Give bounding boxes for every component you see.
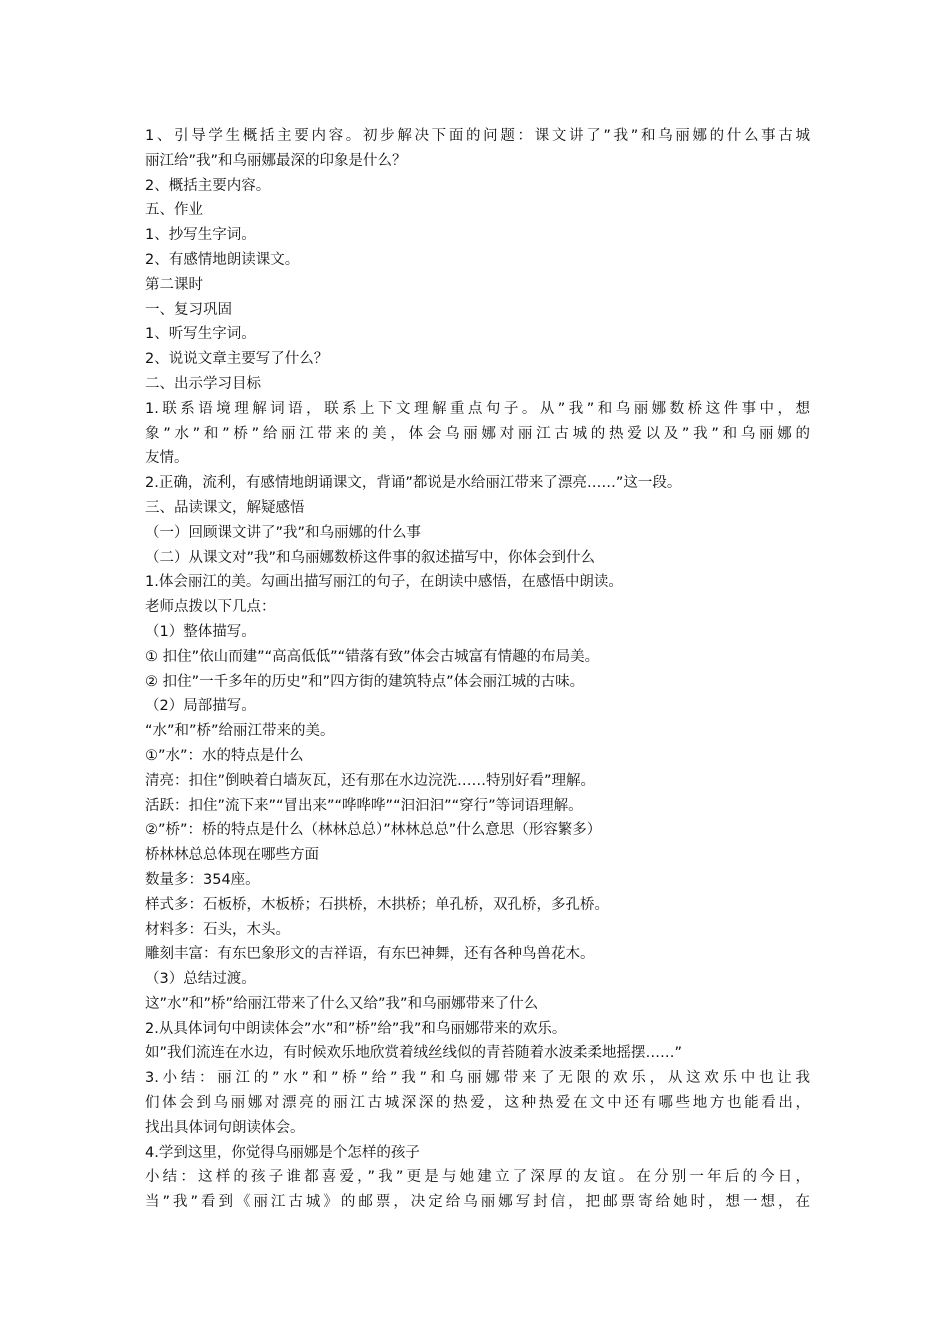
text-line: 活跃：扣住”流下来”“冒出来”“哗哗哗”“汩汩汩”“穿行”等词语理解。 xyxy=(145,797,583,814)
text-line: ①”水”：水的特点是什么 xyxy=(145,747,304,764)
text-line: 2.正确，流利，有感情地朗诵课文，背诵”都说是水给丽江带来了漂亮……”这一段。 xyxy=(145,475,682,492)
document-page xyxy=(145,124,810,1215)
text-line: 1.体会丽江的美。勾画出描写丽江的句子，在朗读中感悟，在感悟中朗读。 xyxy=(145,574,623,591)
text-line: 老师点拨以下几点： xyxy=(145,599,276,616)
text-line: 2、说说文章主要写了什么？ xyxy=(145,351,329,368)
text-line: 当”我”看到《丽江古城》的邮票，决定给乌丽娜写封信，把邮票寄给她时，想一想，在 xyxy=(145,1194,810,1211)
text-line: “水”和”桥”给丽江带来的美。 xyxy=(145,723,335,740)
text-line: 如”我们流连在水边，有时候欢乐地欣赏着绒丝线似的青苔随着水波柔柔地摇摆……” xyxy=(145,1045,683,1062)
text-line: 象”水”和”桥”给丽江带来的美，体会乌丽娜对丽江古城的热爱以及”我”和乌丽娜的 xyxy=(145,425,810,442)
text-line: 3.小结：丽江的”水”和”桥”给”我”和乌丽娜带来了无限的欢乐，从这欢乐中也让我 xyxy=(145,1070,810,1087)
text-line: 雕刻丰富：有东巴象形文的吉祥语，有东巴神舞，还有各种鸟兽花木。 xyxy=(145,946,595,963)
text-line: 材料多：石头，木头。 xyxy=(145,921,290,938)
text-line: 清亮：扣住”倒映着白墙灰瓦，还有那在水边浣洗……特别好看”理解。 xyxy=(145,772,596,789)
text-line: 丽江给”我”和乌丽娜最深的印象是什么？ xyxy=(145,152,407,169)
text-line: 第二课时 xyxy=(145,276,203,293)
text-line: （一）回顾课文讲了”我”和乌丽娜的什么事 xyxy=(145,524,422,541)
text-line: 小结：这样的孩子谁都喜爱，”我”更是与她建立了深厚的友谊。在分别一年后的今日， xyxy=(145,1169,810,1186)
text-line: （3）总结过渡。 xyxy=(145,971,256,988)
text-line: 数量多：354座。 xyxy=(145,871,260,888)
text-line: 2、有感情地朗读课文。 xyxy=(145,251,300,268)
text-line: 1、听写生字词。 xyxy=(145,326,256,343)
text-line: 这”水”和”桥”给丽江带来了什么又给”我”和乌丽娜带来了什么 xyxy=(145,995,539,1012)
text-line: ② 扣住”一千多年的历史”和”四方街的建筑特点”体会丽江城的古味。 xyxy=(145,673,585,690)
text-line: 二、出示学习目标 xyxy=(145,375,261,392)
text-line: 桥林林总总体现在哪些方面 xyxy=(145,847,319,864)
text-line: 五、作业 xyxy=(145,202,203,219)
text-line: 2、概括主要内容。 xyxy=(145,177,271,194)
text-line: 2.从具体词句中朗读体会”水”和”桥”给”我”和乌丽娜带来的欢乐。 xyxy=(145,1020,567,1037)
text-line: 样式多：石板桥，木板桥；石拱桥，木拱桥；单孔桥，双孔桥，多孔桥。 xyxy=(145,896,609,913)
text-line: 友情。 xyxy=(145,450,189,467)
text-line: （1）整体描写。 xyxy=(145,623,256,640)
text-line: 三、品读课文，解疑感悟 xyxy=(145,499,305,516)
text-line: 们体会到乌丽娜对漂亮的丽江古城深深的热爱，这种热爱在文中还有哪些地方也能看出， xyxy=(145,1095,810,1112)
text-line: 1、抄写生字词。 xyxy=(145,227,256,244)
text-line: 找出具体词句朗读体会。 xyxy=(145,1119,305,1136)
text-line: 1、引导学生概括主要内容。初步解决下面的问题：课文讲了”我”和乌丽娜的什么事古城 xyxy=(145,128,810,144)
text-line: 1.联系语境理解词语，联系上下文理解重点句子。从”我”和乌丽娜数桥这件事中，想 xyxy=(145,400,810,417)
text-line: （二）从课文对”我”和乌丽娜数桥这件事的叙述描写中，你体会到什么 xyxy=(145,549,596,566)
text-line: 一、复习巩固 xyxy=(145,301,232,318)
text-line: ②”桥”：桥的特点是什么（林林总总）”林林总总”什么意思（形容繁多） xyxy=(145,822,602,839)
text-line: ① 扣住”依山而建”“高高低低”“错落有致”体会古城富有情趣的布局美。 xyxy=(145,648,600,665)
text-line: （2）局部描写。 xyxy=(145,698,256,715)
text-line: 4.学到这里，你觉得乌丽娜是个怎样的孩子 xyxy=(145,1144,420,1161)
